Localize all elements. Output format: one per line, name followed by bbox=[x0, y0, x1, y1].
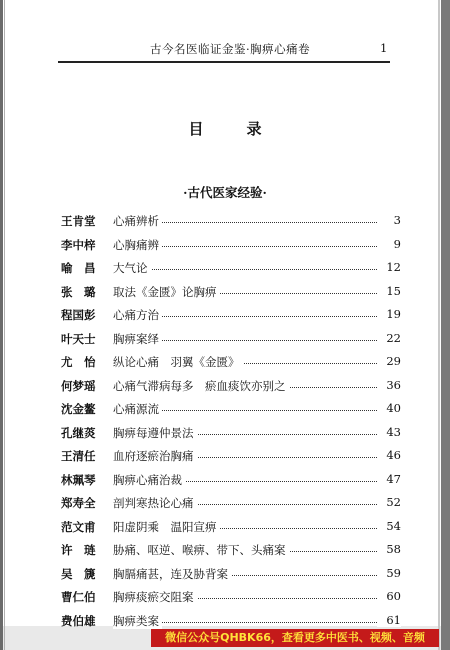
toc-entry bbox=[61, 331, 401, 349]
toc-entry bbox=[61, 472, 401, 490]
toc-entry-title: 胁痛、呕逆、喉痹、带下、头痛案 bbox=[113, 542, 289, 558]
toc-entry bbox=[61, 613, 401, 631]
toc-entry-author: 许 琏 bbox=[61, 543, 96, 557]
section-title: ·古代医家经验· bbox=[183, 185, 267, 200]
toc-entry-author: 王肯堂 bbox=[61, 214, 96, 228]
toc-entry-title: 胸痹痰瘀交阻案 bbox=[113, 589, 197, 605]
toc-entry bbox=[61, 589, 401, 607]
toc-entry-title: 心痛气滞病每多 瘀血痰饮亦别之 bbox=[113, 378, 289, 394]
toc-entry-author: 郑寿全 bbox=[61, 496, 96, 510]
toc-entry-author: 沈金鳌 bbox=[61, 402, 96, 416]
toc-entry-page-number: 22 bbox=[377, 331, 401, 345]
toc-entry-author: 喻 昌 bbox=[61, 261, 96, 275]
toc-entry-page-number: 46 bbox=[377, 448, 401, 462]
toc-entry-page-number: 43 bbox=[377, 425, 401, 439]
toc-entry-author: 林珮琴 bbox=[61, 472, 96, 487]
toc-entry-author: 尤 怡 bbox=[61, 355, 96, 369]
toc-entry bbox=[61, 213, 401, 231]
toc-entry bbox=[61, 448, 401, 466]
toc-entry-title: 血府逐瘀治胸痛 bbox=[113, 448, 197, 464]
toc-entry-page-number: 58 bbox=[377, 542, 401, 556]
toc-entry-dot-leader bbox=[113, 269, 377, 270]
footer-banner: 微信公众号QHBK66，查看更多中医书、视频、音频 bbox=[151, 629, 439, 647]
toc-entry-title: 纵论心痛 羽翼《金匮》 bbox=[113, 354, 243, 370]
right-edge-inner bbox=[438, 0, 440, 650]
toc-entry bbox=[61, 284, 401, 302]
toc-entry bbox=[61, 354, 401, 372]
toc-entry-page-number: 60 bbox=[377, 589, 401, 603]
toc-entry-author: 费伯雄 bbox=[61, 613, 96, 628]
toc-entry bbox=[61, 378, 401, 396]
toc-entry-author: 吴 篪 bbox=[61, 566, 96, 581]
toc-entry-title: 心胸痛辨 bbox=[113, 237, 162, 253]
toc-entry bbox=[61, 307, 401, 325]
toc-entry-page-number: 36 bbox=[377, 378, 401, 392]
left-edge bbox=[0, 0, 3, 650]
toc-entry bbox=[61, 260, 401, 278]
toc-entry-page-number: 29 bbox=[377, 354, 401, 368]
toc-entry-page-number: 9 bbox=[377, 237, 401, 251]
toc-entry bbox=[61, 425, 401, 443]
toc-entry bbox=[61, 401, 401, 419]
toc-entry-title: 大气论 bbox=[113, 260, 151, 276]
header-rule bbox=[58, 61, 390, 63]
toc-entry-author: 孔继菼 bbox=[61, 425, 96, 440]
toc-entry-page-number: 19 bbox=[377, 307, 401, 321]
toc-entry-title: 心痛辨析 bbox=[113, 213, 162, 229]
toc-entry-title: 胸痹每遵仲景法 bbox=[113, 425, 197, 441]
toc-entry-page-number: 40 bbox=[377, 401, 401, 415]
toc-entry bbox=[61, 519, 401, 537]
toc-entry-title: 胸痹案绎 bbox=[113, 331, 162, 347]
toc-entry bbox=[61, 566, 401, 584]
toc-entry-page-number: 54 bbox=[377, 519, 401, 533]
running-header-page-number: 1 bbox=[380, 41, 388, 55]
toc-entry-page-number: 52 bbox=[377, 495, 401, 509]
toc-entry-author: 李中梓 bbox=[61, 237, 96, 252]
toc-entry-author: 王清任 bbox=[61, 449, 96, 463]
toc-entry-page-number: 3 bbox=[377, 213, 401, 227]
toc-entry-author: 张 璐 bbox=[61, 284, 96, 299]
toc-entry bbox=[61, 542, 401, 560]
toc-entry bbox=[61, 495, 401, 513]
toc-entry-author: 曹仁伯 bbox=[61, 590, 96, 604]
right-scroll-edge bbox=[441, 0, 450, 650]
toc-entry-title: 阳虚阴乘 温阳宣痹 bbox=[113, 519, 220, 535]
toc-entry-author: 范文甫 bbox=[61, 519, 96, 534]
running-header-title: 古今名医临证金鉴·胸痹心痛卷 bbox=[150, 42, 311, 56]
toc-entry-title: 取法《金匮》论胸痹 bbox=[113, 284, 220, 300]
toc-title: 目 录 bbox=[188, 120, 276, 138]
toc-entry-title: 胸痹类案 bbox=[113, 613, 162, 629]
toc-entry-page-number: 12 bbox=[377, 260, 401, 274]
toc-entry-author: 叶天士 bbox=[61, 331, 96, 346]
toc-entry-author: 程国彭 bbox=[61, 308, 96, 322]
toc-entry-page-number: 61 bbox=[377, 613, 401, 627]
toc-entry-page-number: 47 bbox=[377, 472, 401, 486]
toc-entry-title: 胸膈痛甚，连及胁背案 bbox=[113, 566, 231, 582]
toc-entry-page-number: 15 bbox=[377, 284, 401, 298]
toc-entry bbox=[61, 237, 401, 255]
toc-entry-title: 胸痹心痛治裁 bbox=[113, 472, 185, 488]
toc-entry-page-number: 59 bbox=[377, 566, 401, 580]
left-edge-inner bbox=[4, 0, 5, 650]
toc-entry-author: 何梦瑶 bbox=[61, 378, 96, 393]
toc-entry-title: 心痛源流 bbox=[113, 401, 162, 417]
toc-entry-title: 心痛方治 bbox=[113, 307, 162, 323]
running-header bbox=[62, 41, 392, 57]
toc-entry-title: 剖判寒热论心痛 bbox=[113, 495, 197, 511]
